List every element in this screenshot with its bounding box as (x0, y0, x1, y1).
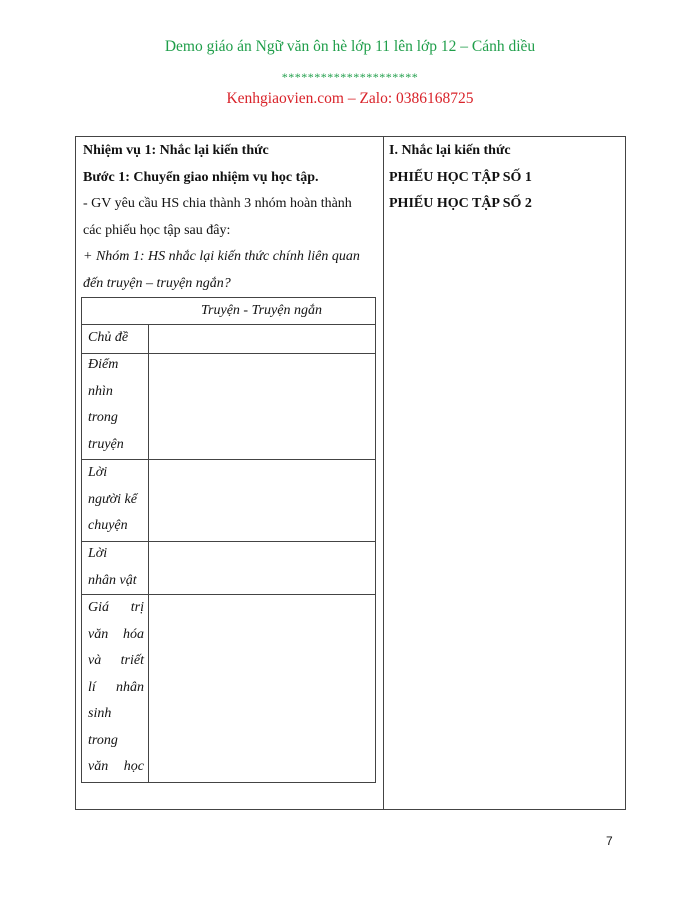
group-task-line: đến truyện – truyện ngắn? (83, 275, 231, 291)
row-label-line: trong (88, 732, 118, 748)
row-label-line: Giá trị (88, 600, 144, 615)
row-label-line: chuyện (88, 518, 128, 533)
row-label-line: lí nhân (88, 679, 144, 695)
row-label-line: truyện (88, 436, 124, 452)
page-number: 7 (606, 834, 613, 848)
row-label-line: Lời (88, 465, 108, 480)
column-divider (383, 136, 384, 810)
row-label-line: Chủ đề (88, 330, 129, 345)
section-heading: I. Nhắc lại kiến thức (389, 143, 511, 158)
worksheet-row-label (88, 595, 144, 781)
worksheet-row-label (88, 541, 144, 594)
student-product-column (389, 138, 619, 218)
step-heading: Bước 1: Chuyển giao nhiệm vụ học tập. (83, 169, 319, 185)
row-label-line: văn học (88, 759, 144, 774)
worksheet-row-label (88, 352, 144, 458)
row-label-line: Điểm (88, 357, 119, 372)
row-label-line: nhìn (88, 383, 113, 399)
task-heading: Nhiệm vụ 1: Nhắc lại kiến thức (83, 143, 269, 158)
row-label-line: và triết (88, 653, 144, 668)
row-label-line: nhân vật (88, 572, 137, 588)
group-task-line: + Nhóm 1: HS nhắc lại kiến thức chính liên quan (83, 249, 360, 264)
instruction-line: - GV yêu cầu HS chia thành 3 nhóm hoàn thành (83, 196, 352, 211)
row-label-line: Lời (88, 546, 108, 561)
header-star-divider: ********************* (281, 70, 419, 84)
header-contact: Kenhgiaovien.com – Zalo: 0386168725 (226, 90, 474, 107)
worksheet-title: PHIẾU HỌC TẬP SỐ 2 (389, 196, 532, 211)
row-label-line: văn hóa (88, 626, 144, 642)
worksheet-column-header: Truyện - Truyện ngắn (201, 303, 322, 318)
row-label-line: trong (88, 410, 118, 425)
instruction-line: các phiếu học tập sau đây: (83, 222, 231, 238)
document-header-title: Demo giáo án Ngữ văn ôn hè lớp 11 lên lớp 12 – Cánh diều (164, 38, 536, 55)
worksheet-row-label (88, 325, 144, 352)
worksheet-column-divider (148, 324, 149, 782)
teacher-activity-column (83, 138, 377, 297)
row-label-line: sinh (88, 706, 112, 721)
worksheet-title: PHIẾU HỌC TẬP SỐ 1 (389, 169, 532, 185)
worksheet-row-label (88, 460, 144, 540)
row-label-line: người kể (88, 491, 137, 507)
worksheet-table (81, 297, 376, 783)
